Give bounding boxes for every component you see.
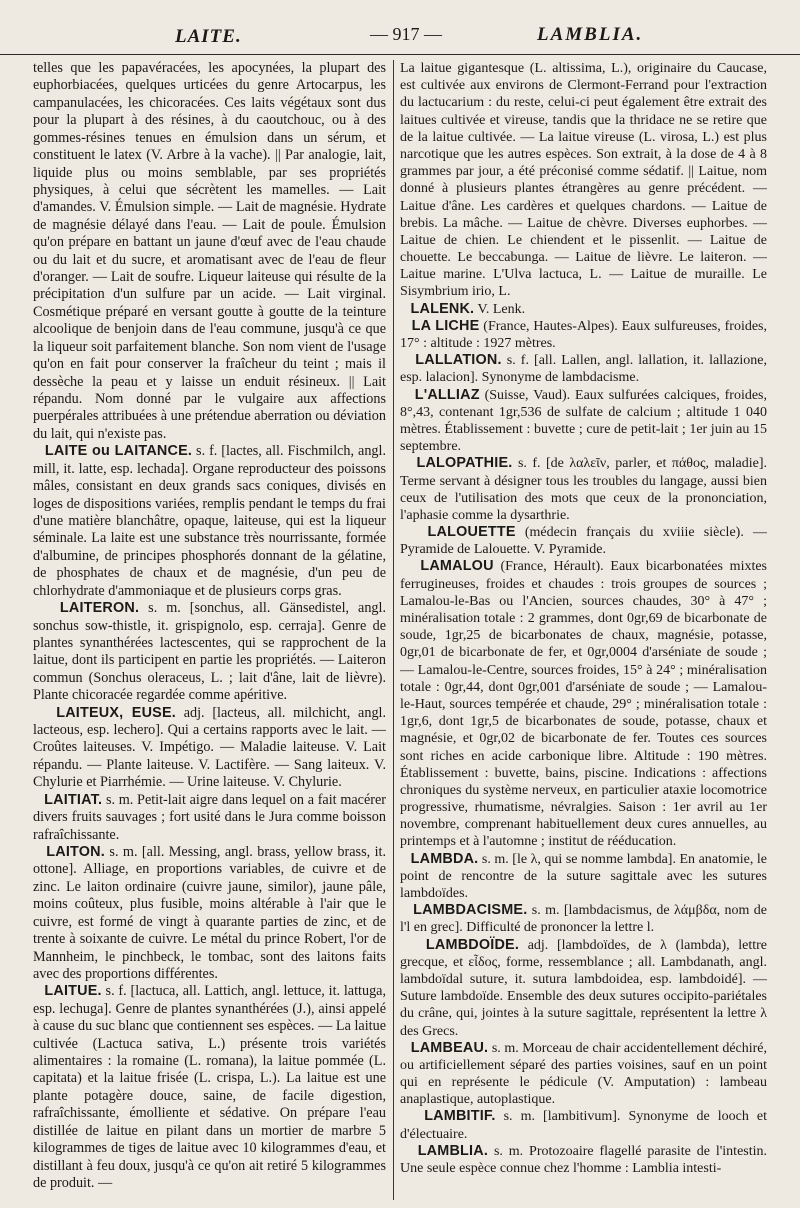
entry-lambitif [400, 1108, 767, 1142]
headword: L'ALLIAZ [414, 386, 480, 403]
column-divider [393, 60, 394, 1200]
headword: LAMBDA. [410, 850, 479, 867]
entry-text: adj. [lacteus, all. milchicht, angl. lacteous, esp. lechero]. Qui a certains rapports avec le lait. — Croûtes laiteuses. V. Impétigo. — Maladie laiteuse. V. Lait répandu. — Plante laiteuse. V. Lactifère. — Sang laiteux. V. Chylurie et Piarrhémie. — Urine laiteuse. V. Chylurie. [33, 704, 386, 791]
entry-continuation [400, 60, 767, 301]
entry-continuation [33, 60, 386, 443]
entry-text: adj. [lambdoïdes, de λ (lambda), lettre grecque, et εἶδος, forme, ressemblance ; all. Lambdanath, angl. lambdoïdal suture, it. sutura lambdoidea, esp. lambdoidé]. — Suture lambdoïde. Ensemble des deux sutures occipito-pariétales du crâne, qui, jointes à la suture sagittale, représentent la lettre λ des Grecs. [400, 937, 767, 1039]
headword: LAMBLIA. [417, 1142, 489, 1159]
entry-text: s. m. [sonchus, all. Gänsedistel, angl. sonchus sow-thistle, it. grispignolo, esp. cerraja]. Genre de plantes synanthérées lactescentes, qui se rapprochent de la laitue, dont ils participent en partie les propriétés. — Laiteron commun (Sonchus oleraceus, L. ; lait d'âne, lait de lièvre). Plante chicoracée regardée comme apéritive. [33, 600, 386, 704]
entry-l-alliaz [400, 387, 767, 456]
entry-text: (médecin français du xviiie siècle). — Pyramide de Lalouette. V. Pyramide. [400, 525, 767, 558]
entry-text: s. m. Protozoaire flagellé parasite de l'intestin. Une seule espèce connue chez l'homme : Lamblia intesti- [400, 1143, 767, 1176]
headword: LAMBDOÏDE. [425, 936, 520, 953]
headword: LAMBDACISME. [413, 902, 528, 919]
headword: LALOUETTE [427, 524, 516, 541]
entry-laitiat [33, 792, 386, 844]
headword: LAITUE. [44, 983, 102, 1000]
headword: LAITERON. [59, 600, 140, 617]
header-left-word: LAITE. [175, 26, 242, 47]
entry-text: s. f. [lactuca, all. Lattich, angl. lettuce, it. lattuga, esp. lechuga]. Genre de plantes synanthérées (J.), ainsi appelé à cause du suc blanc que contiennent ses espèces. — La laitue cultivée (Lactuca sativa, L.) présente trois variétés alimentaires : la romaine (L. romana), la laitue pommée (L. capitata) et la laitue frisée (L. crispa, L.). La laitue est une plante potagère douce, saine, de facile digestion, rafraîchissante, émolliente et sédative. On prépare l'eau distillée de laitue en pilant dans un mortier de marbre 5 kilogrammes de tiges de laitue avec 10 kilogrammes d'eau, et distillant à feu doux, jusqu'à ce qu'on ait retiré 5 kilogrammes de produit. — [33, 983, 386, 1191]
headword: LAITON. [46, 843, 105, 860]
left-column [33, 60, 386, 1206]
headword: LALENK. [410, 300, 475, 317]
entry-lambeau [400, 1040, 767, 1109]
headword: LAMBITIF. [424, 1108, 496, 1125]
entry-text: s. m. [all. Messing, angl. brass, yellow brass, it. ottone]. Alliage, en proportions variables, de cuivre et de zinc. Le laiton ordinaire (cuivre jaune, similor), jaune pâle, moins coûteux, plus fusible, moins altérable à l'air que le cuivre, est formé de vingt à quarante parties de zinc, et de trente à soixante de cuivre. Le métal du prince Robert, l'or de Mannheim, le pinchbeck, le tombac, sont des laitons faits avec des proportions différentes. [33, 843, 386, 982]
headword: LAITIAT. [44, 791, 103, 808]
header-right-word: LAMBLIA. [537, 24, 644, 45]
headword: LAITEUX, EUSE. [56, 704, 176, 721]
entry-lamalou [400, 558, 767, 850]
entry-text: La laitue gigantesque (L. altissima, L.), originaire du Caucase, est cultivée aux environs de Clermont-Ferrand pour l'extraction du lactucarium : du reste, celui-ci peut également être extrait des laitues cultivée et vireuse, tandis que la thridace ne se retire que de la laitue cultivée. — La laitue vireuse (L. virosa, L.) est plus narcotique que les autres espèces. Son extrait, à la dose de 4 à 8 grammes par jour, a été préconisé comme sédatif. || Laitue, nom donné à plusieurs plantes étrangères au genre précédent. — Laitue d'âne. Les cardères et quelques chardons. — Laitue de brebis. La mâche. — Laitue de chèvre. Diverses euphorbes. — Laitue de chien. Le chiendent et le pissenlit. — Laitue de chouette. Le beccabunga. — Laitue de lièvre. Le laiteron. — Laitue marine. L'Ulva lactuca, L. — Laitue de muraille. Le Sisymbrium irio, L. [400, 61, 767, 300]
entry-laite [33, 443, 386, 600]
headword: LAMBEAU. [410, 1039, 489, 1056]
entry-text: V. Lenk. [477, 301, 526, 317]
entry-text: telles que les papavéracées, les apocynées, la plupart des euphorbiacées, quelques urticées du genre Artocarpus, les campanulacées, les chicoracées. Ces laits végétaux sont dus pour la plupart à des résines, à du caoutchouc, ou à des gommes-résines tenues en émulsion dans un sérum, et constituent le latex (V. Arbre à la vache). || Par analogie, lait, liquide plus ou moins semblable, par ses propriétés physiques, à celui que sécrètent les mamelles. — Lait d'amandes. V. Émulsion simple. — Lait de magnésie. Hydrate de magnésie délayé dans l'eau. — Lait de poule. Émulsion qu'on prépare en battant un jaune d'œuf avec de l'eau chaude ou du lait et du sucre, et aromatisant avec de l'eau de fleur d'oranger. — Lait de soufre. Liqueur laiteuse qui résulte de la précipitation d'un sulfure par un acide. — Lait virginal. Cosmétique préparé en versant goutte à goutte de la teinture alcoolique de benjoin dans de l'eau commune, jusqu'à ce que la liqueur soit parfaitement blanche. Son nom vient de l'usage qu'on en fait pour conserver la fraîcheur du teint ; mais il dessèche la peau et y laisse un enduit résineux. || Lait répandu. Nom donné par le vulgaire aux affections puerpérales attribuées à une prétendue aberration ou déviation du lait, qui n'existe pas. [33, 60, 386, 442]
entry-laiteux [33, 705, 386, 792]
entry-text: s. m. [lambitivum]. Synonyme de looch et d'électuaire. [400, 1109, 767, 1142]
entry-text: (Suisse, Vaud). Eaux sulfurées calciques, froides, 8°,43, contenant 1gr,536 de sulfate de calcium ; altitude 1 040 mètres. Établissement : buvette ; cure de petit-lait ; 1er juin au 15 septembre. [400, 387, 767, 455]
entry-lambdacisme [400, 902, 767, 936]
headword: LAITE ou LAITANCE. [44, 443, 193, 460]
entry-text: (France, Hautes-Alpes). Eaux sulfureuses, froides, 17° : altitude : 1927 mètres. [400, 318, 767, 351]
entry-text: (France, Hérault). Eaux bicarbonatées mixtes ferrugineuses, froides et chaudes : trois groupes de sources ; Lamalou-le-Bas ou l'Ancien, sources chaudes, 30° à 47° ; minéralisation totale : 2 grammes, dont 0gr,69 de bicarbonate de soude, 1gr,25 de bicarbonates de chaux, magnésie, potasse, 0gr,01 de bicarbonate de fer, et 0gr,0004 d'arséniate de soude ; — Lamalou-le-Centre, sources froides, 15° à 24° ; minéralisation totale : 0gr,44, dont 0gr,001 d'arséniate de soude ; — Lamalou-le-Haut, sources tempérée et chaude, 29° ; minéralisation totale : 1gr,6, dont 1gr,5 de bicarbonates de soude, potasse, chaux et magnésie, et 0gr,02 de bicarbonate de fer. Toutes ces sources sont riches en acide carbonique libre. Altitude : 190 mètres. Établissement : buvette, bains, piscine. Indications : affections chroniques du système nerveux, en particulier ataxie locomotrice progressive, rhumatisme, névralgies. Saison : 1er avril au 1er novembre, comprenant habituellement deux cures annuelles, au printemps et à l'automne ; institut de rééducation. [400, 559, 767, 850]
entry-laiton [33, 844, 386, 983]
entry-text: s. f. [lactes, all. Fischmilch, angl. mill, it. latte, esp. lechada]. Organe reproducteur des poissons mâles, consistant en deux grands sacs coniques, divisés en loges de dispositions variées, remplis pendant le temps du frai d'une matière blanchâtre, opaque, laiteuse, qui est la liqueur séminale. La laite est une substance très nourrissante, formée d'albumine, de principes phosphorés donnant de la gélatine, de phosphates de chaux et de magnésie, d'un peu de chlorhydrate d'ammoniaque et de plusieurs corps gras. [33, 443, 386, 599]
headword: LALLATION. [415, 352, 502, 369]
running-header [0, 18, 800, 55]
entry-laiteron [33, 600, 386, 705]
entry-lalopathie [400, 455, 767, 524]
entry-lambdoide [400, 937, 767, 1040]
entry-laitue [33, 983, 386, 1192]
page-number: — 917 — [370, 24, 442, 44]
entry-text: s. m. Petit-lait aigre dans lequel on a fait macérer divers fruits sauvages ; fort usité dans le Jura comme boisson rafraîchissante. [33, 791, 386, 843]
entry-text: s. f. [all. Lallen, angl. lallation, it. lallazione, esp. lalacion]. Synonyme de lambdacisme. [400, 353, 767, 386]
entry-text: s. f. [de λαλεῖν, parler, et πάθος, maladie]. Terme servant à désigner tous les troubles du langage, aussi bien ceux de l'utilisation des mots que ceux de la prononciation, l'aphasie comme la dysarthrie. [400, 456, 767, 523]
entry-lalenk [400, 301, 767, 318]
entry-lamblia [400, 1143, 767, 1177]
entry-text: s. m. Morceau de chair accidentellement déchiré, ou artificiellement séparé des parties voisines, sauf en un point qui en représente le pédicule (V. Amputation) : lambeau anaplastique, autoplastique. [400, 1040, 767, 1108]
right-column [400, 60, 767, 1206]
entry-text: s. m. [lambdacismus, de λάμβδα, nom de l'l en grec]. Difficulté de prononcer la lettre l. [400, 903, 767, 936]
headword: LA LICHE [411, 317, 480, 334]
entry-la-liche [400, 318, 767, 352]
entry-lalouette [400, 524, 767, 558]
entry-lambda [400, 851, 767, 903]
headword: LALOPATHIE. [416, 455, 513, 472]
entry-lallation [400, 352, 767, 386]
headword: LAMALOU [420, 558, 494, 575]
entry-text: s. m. [le λ, qui se nomme lambda]. En anatomie, le point de rencontre de la suture sagittale avec les sutures lambdoïdes. [400, 851, 767, 901]
